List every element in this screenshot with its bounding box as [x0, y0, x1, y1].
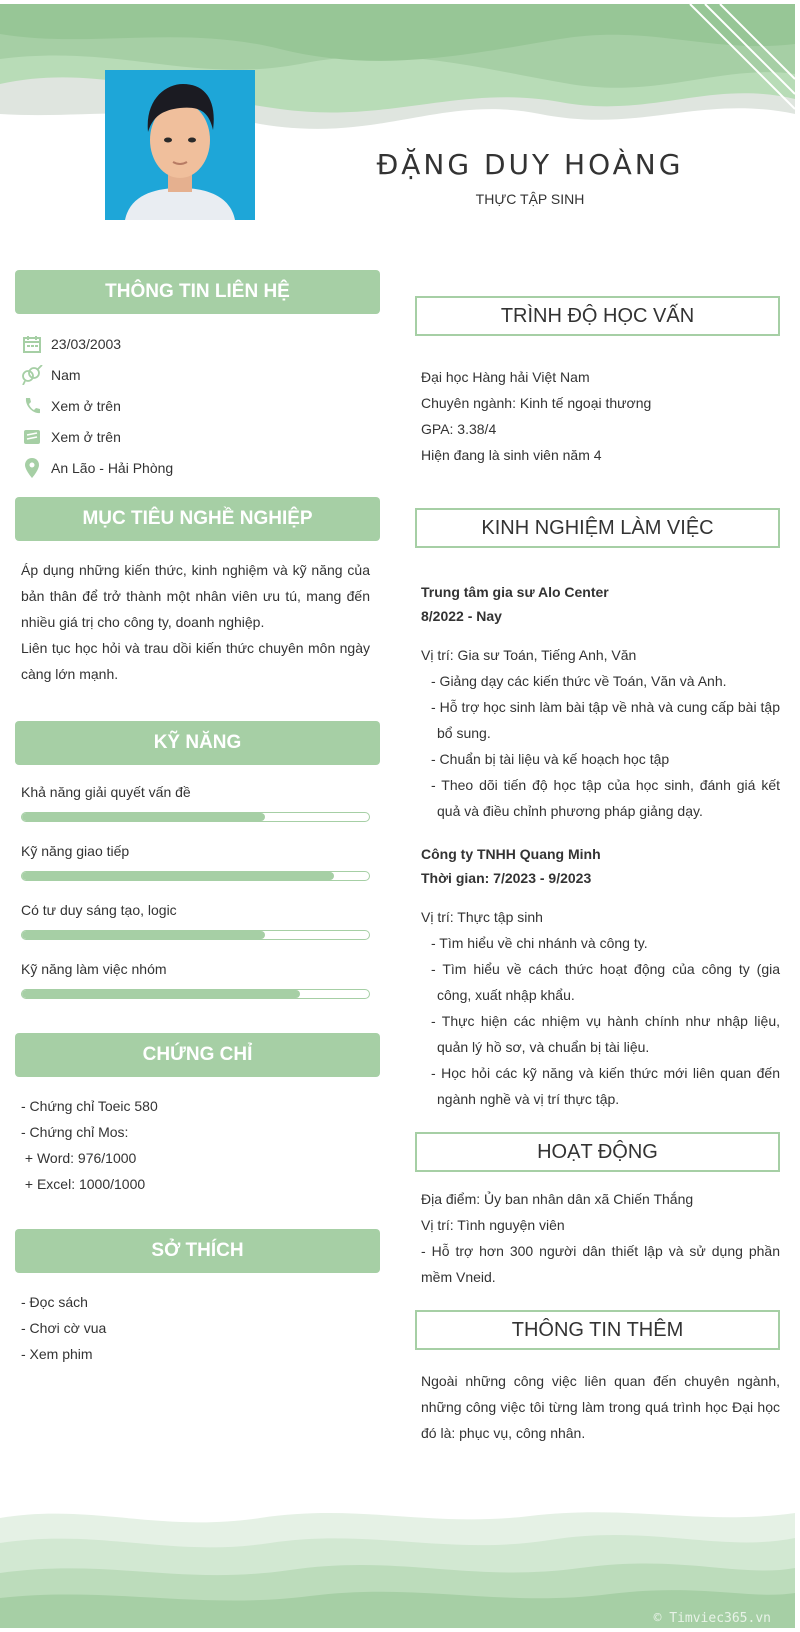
contact-list	[15, 328, 380, 483]
candidate-job-title: THỰC TẬP SINH	[475, 191, 585, 207]
activities-heading: HOẠT ĐỘNG	[415, 1132, 780, 1172]
activity-line: - Hỗ trợ hơn 300 người dân thiết lập và sử dụng phần mềm Vneid.	[421, 1243, 780, 1285]
contact-phone	[15, 390, 380, 421]
skill-bar-fill	[22, 931, 265, 939]
certificate-line: - Chứng chỉ Mos:	[21, 1124, 129, 1140]
education-heading: TRÌNH ĐỘ HỌC VẤN	[415, 296, 780, 336]
contact-address	[15, 452, 380, 483]
skill-item	[15, 840, 380, 881]
hobby-line: - Xem phim	[21, 1346, 93, 1362]
phone-icon	[21, 395, 43, 417]
skill-item	[15, 781, 380, 822]
education-line: Chuyên ngành: Kinh tế ngoại thương	[421, 395, 652, 411]
education-line: Hiện đang là sinh viên năm 4	[421, 447, 602, 463]
certificate-line: + Excel: 1000/1000	[21, 1176, 146, 1192]
address-value: An Lão - Hải Phòng	[51, 459, 174, 476]
experience-job	[415, 580, 780, 628]
hobbies-list	[15, 1289, 380, 1367]
birthday-value: 23/03/2003	[51, 335, 122, 352]
additional-info-heading: THÔNG TIN THÊM	[415, 1310, 780, 1350]
job-company: Trung tâm gia sư Alo Center	[421, 584, 609, 600]
cv-paper	[0, 4, 795, 1628]
skill-item	[15, 899, 380, 940]
contact-heading: THÔNG TIN LIÊN HỆ	[15, 270, 380, 314]
additional-info-text: Ngoài những công việc liên quan đến chuyên ngành, những công việc tôi từng làm trong quá trình học Đại học đó là: phục vụ, công nhân.	[421, 1373, 780, 1441]
experience-job-details	[415, 642, 780, 824]
gender-icon	[21, 364, 43, 386]
skill-item	[15, 958, 380, 999]
activity-line: Vị trí: Tình nguyện viên	[421, 1217, 565, 1233]
contact-gender	[15, 359, 380, 390]
footer-wave-decoration	[0, 1498, 795, 1628]
profile-photo	[105, 70, 255, 220]
job-company: Công ty TNHH Quang Minh	[421, 846, 601, 862]
watermark: © Timviec365.vn	[653, 1611, 771, 1626]
email-icon	[21, 426, 43, 448]
candidate-name: ĐẶNG DUY HOÀNG	[376, 148, 684, 181]
certificate-line: - Chứng chỉ Toeic 580	[21, 1098, 158, 1114]
experience-heading: KINH NGHIỆM LÀM VIỆC	[415, 508, 780, 548]
hobby-line: - Chơi cờ vua	[21, 1320, 107, 1336]
education-line: Đại học Hàng hải Việt Nam	[421, 369, 590, 385]
job-position: Vị trí: Gia sư Toán, Tiếng Anh, Văn	[421, 647, 637, 663]
job-task: - Tìm hiểu về chi nhánh và công ty.	[431, 935, 648, 951]
activity-line: Địa điểm: Ủy ban nhân dân xã Chiến Thắng	[421, 1191, 694, 1207]
certificates-list	[15, 1093, 380, 1197]
skill-label: Kỹ năng giao tiếp	[21, 843, 130, 859]
right-column	[415, 296, 780, 1446]
skill-label: Khả năng giải quyết vấn đề	[21, 784, 191, 800]
certificates-heading: CHỨNG CHỈ	[15, 1033, 380, 1077]
hobby-line: - Đọc sách	[21, 1294, 88, 1310]
experience-job-details	[415, 904, 780, 1112]
email-value: Xem ở trên	[51, 428, 121, 445]
job-task: - Chuẩn bị tài liệu và kế hoạch học tập	[431, 751, 670, 767]
job-task: - Tìm hiểu về cách thức hoạt động của công ty (gia công, xuất nhập khẩu.	[431, 961, 780, 1003]
job-task: - Theo dõi tiến độ học tập của học sinh, đánh giá kết quả và điều chỉnh phương pháp giảng dạy.	[431, 777, 780, 819]
location-pin-icon	[21, 457, 43, 479]
contact-birthday	[15, 328, 380, 359]
experience-job	[415, 842, 780, 890]
objective-paragraph: Áp dụng những kiến thức, kinh nghiệm và kỹ năng của bản thân để trở thành một nhân viên ưu tú, mang đến nhiều giá trị cho công ty, doanh nghiệp.	[21, 562, 370, 630]
skill-bar	[21, 989, 370, 999]
education-line: GPA: 3.38/4	[421, 421, 497, 437]
job-position: Vị trí: Thực tập sinh	[421, 909, 543, 925]
skills-heading: KỸ NĂNG	[15, 721, 380, 765]
activities-text	[415, 1186, 780, 1290]
skill-bar	[21, 812, 370, 822]
skill-bar	[21, 930, 370, 940]
contact-email	[15, 421, 380, 452]
phone-value: Xem ở trên	[51, 397, 121, 414]
certificate-line: + Word: 976/1000	[21, 1150, 137, 1166]
skills-list	[15, 781, 380, 999]
objective-heading: MỤC TIÊU NGHỀ NGHIỆP	[15, 497, 380, 541]
job-time: Thời gian: 7/2023 - 9/2023	[421, 870, 592, 886]
skill-label: Có tư duy sáng tạo, logic	[21, 902, 177, 918]
skill-bar-fill	[22, 872, 334, 880]
objective-text	[15, 557, 380, 687]
education-text	[415, 364, 780, 468]
skill-label: Kỹ năng làm việc nhóm	[21, 961, 167, 977]
skill-bar	[21, 871, 370, 881]
job-task: - Giảng dạy các kiến thức về Toán, Văn và Anh.	[431, 673, 727, 689]
gender-value: Nam	[51, 366, 81, 383]
hobbies-heading: SỞ THÍCH	[15, 1229, 380, 1273]
job-task: - Học hỏi các kỹ năng và kiến thức mới liên quan đến ngành nghề và vị trí thực tập.	[431, 1065, 780, 1107]
left-column	[15, 270, 380, 1367]
objective-paragraph: Liên tục học hỏi và trau dồi kiến thức chuyên môn ngày càng lớn mạnh.	[21, 640, 370, 682]
skill-bar-fill	[22, 990, 300, 998]
job-task: - Thực hiện các nhiệm vụ hành chính như nhập liệu, quản lý hồ sơ, và chuẩn bị tài liệu.	[431, 1013, 780, 1055]
job-task: - Hỗ trợ học sinh làm bài tập về nhà và cung cấp bài tập bổ sung.	[431, 699, 780, 741]
job-time: 8/2022 - Nay	[421, 608, 502, 624]
skill-bar-fill	[22, 813, 265, 821]
calendar-icon	[21, 333, 43, 355]
